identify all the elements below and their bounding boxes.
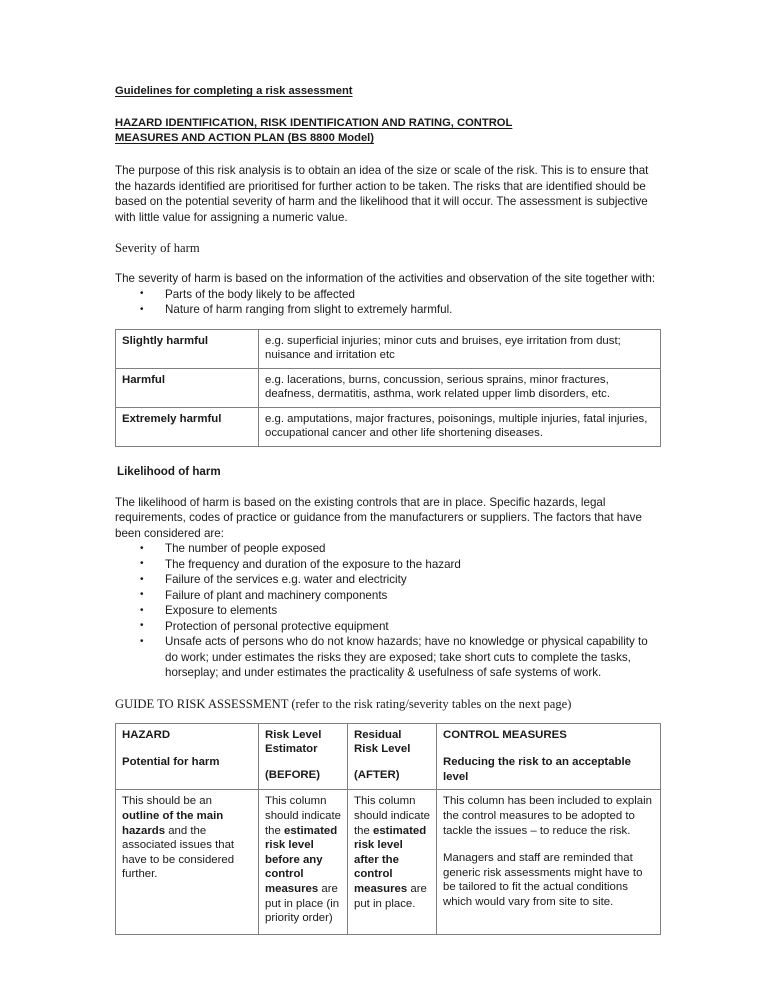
guide-body-residual-bold: estimated risk level after the control measures <box>354 824 427 895</box>
guide-body-residual-risk-level <box>348 790 437 934</box>
guide-header-hazard-line1: HAZARD <box>122 728 171 741</box>
guide-to-risk-assessment-heading: GUIDE TO RISK ASSESSMENT (refer to the risk rating/severity tables on the next page) <box>115 696 572 711</box>
document-title-block <box>115 84 661 99</box>
guide-body-risk-level-estimator <box>259 790 348 934</box>
intro-paragraph: The purpose of this risk analysis is to obtain an idea of the size or scale of the risk. This is to ensure that the hazards identified are prioritised for further action to be taken. The risks that are identified should be based on the potential severity of harm and the likelihood that it will occur. The assessment is subjective with little value for assigning a numeric value. <box>115 164 649 224</box>
guide-header-hazard <box>116 723 259 790</box>
guide-body-control-para2: Managers and staff are reminded that generic risk assessments might have to be tailored to fit the actual conditions which would vary from site to site. <box>443 852 643 908</box>
guide-header-risk-level-line1: Risk Level <box>265 728 322 741</box>
table-header-row <box>116 723 661 790</box>
table-row <box>116 407 661 446</box>
guide-header-control-measures <box>437 723 661 790</box>
list-item: • Failure of plant and machinery components <box>115 588 661 604</box>
spacer <box>443 838 654 851</box>
document-title: Guidelines for completing a risk assessment <box>115 85 353 97</box>
guide-body-residual-part1: This column should indicate the <box>354 795 430 837</box>
guide-body-hazard-part2: and the associated issues that have to be considered further. <box>122 824 235 881</box>
guide-header-residual-after: (AFTER) <box>354 768 400 781</box>
list-item: • Exposure to elements <box>115 603 661 619</box>
guide-body-control-measures <box>437 790 661 934</box>
guide-body-risk-part2: are put in place (in priority order) <box>265 882 340 925</box>
severity-intro-paragraph: The severity of harm is based on the information of the activities and observation of the site together with: <box>115 272 656 285</box>
guide-body-control-para1: This column has been included to explain the control measures to be adopted to tackle the issues – to reduce the risk. <box>443 795 652 837</box>
spacer <box>115 256 661 271</box>
guide-to-risk-assessment-table <box>115 723 661 935</box>
spacer <box>354 757 430 768</box>
severity-description-cell: e.g. amputations, major fractures, poisonings, multiple injuries, fatal injuries, occupational cancer and other life shortening diseases. <box>259 407 661 446</box>
spacer <box>115 712 661 723</box>
guide-header-risk-level-before: (BEFORE) <box>265 768 321 781</box>
guide-header-risk-level-estimator <box>259 723 348 790</box>
list-item: • The frequency and duration of the exposure to the hazard <box>115 557 661 573</box>
likelihood-of-harm-heading: Likelihood of harm <box>117 465 221 479</box>
list-item: • Protection of personal protective equipment <box>115 619 661 635</box>
table-row <box>116 329 661 368</box>
guide-body-hazard-bold: outline of the main hazards <box>122 809 224 837</box>
guide-header-residual-line1: Residual <box>354 728 402 741</box>
likelihood-bullet-list <box>115 541 661 681</box>
guide-header-control-line2: Reducing the risk to an acceptable level <box>443 756 631 783</box>
severity-label-cell: Harmful <box>116 368 259 407</box>
guide-header-hazard-line2: Potential for harm <box>122 756 220 769</box>
spacer <box>115 447 661 464</box>
spacer <box>115 146 661 163</box>
severity-of-harm-table <box>115 329 661 448</box>
list-item: • Parts of the body likely to be affected <box>115 287 661 303</box>
severity-of-harm-heading: Severity of harm <box>115 241 200 255</box>
guide-header-control-line1: CONTROL MEASURES <box>443 728 567 741</box>
table-row <box>116 790 661 934</box>
guide-header-residual-risk-level <box>348 723 437 790</box>
severity-label-cell: Extremely harmful <box>116 407 259 446</box>
list-item: • Unsafe acts of persons who do not know hazards; have no knowledge or physical capability to do work; under estimates the risks they are exposed; take short cuts to complete the tasks, horseplay; and under estimates the practicality & usefulness of safe systems of work. <box>115 634 661 681</box>
guide-body-risk-part1: This column should indicate the <box>265 795 341 837</box>
guide-body-residual-part2: are put in place. <box>354 882 427 910</box>
severity-label-cell: Slightly harmful <box>116 329 259 368</box>
spacer <box>122 742 252 755</box>
document-body <box>115 84 661 935</box>
spacer <box>443 742 654 755</box>
guide-body-risk-bold: estimated risk level before any control measures <box>265 824 338 895</box>
severity-bullet-list <box>115 287 661 318</box>
spacer <box>115 480 661 495</box>
likelihood-intro-paragraph: The likelihood of harm is based on the existing controls that are in place. Specific hazards, legal requirements, codes of practice or guidance from the manufacturers or suppliers. The factors that have been considered are: <box>115 495 642 540</box>
severity-description-cell: e.g. superficial injuries; minor cuts and bruises, eye irritation from dust; nuisance and irritation etc <box>259 329 661 368</box>
guide-body-hazard <box>116 790 259 934</box>
document-subtitle-line-2: MEASURES AND ACTION PLAN (BS 8800 Model) <box>115 132 374 144</box>
list-item: • The number of people exposed <box>115 541 661 557</box>
table-row <box>116 368 661 407</box>
spacer <box>115 681 661 696</box>
guide-header-risk-level-line2: Estimator <box>265 743 318 756</box>
severity-description-cell: e.g. lacerations, burns, concussion, serious sprains, minor fractures, deafness, dermatitis, asthma, work related upper limb disorders, etc. <box>259 368 661 407</box>
document-subtitle-block <box>115 116 661 146</box>
spacer <box>115 225 661 240</box>
document-subtitle-line-1: HAZARD IDENTIFICATION, RISK IDENTIFICATION AND RATING, CONTROL <box>115 117 513 129</box>
spacer <box>115 99 661 116</box>
spacer <box>115 318 661 329</box>
spacer <box>265 757 341 768</box>
guide-body-hazard-part1: This should be an <box>122 795 212 808</box>
list-item: • Nature of harm ranging from slight to extremely harmful. <box>115 302 661 318</box>
list-item: • Failure of the services e.g. water and electricity <box>115 572 661 588</box>
guide-header-residual-line2: Risk Level <box>354 743 411 756</box>
